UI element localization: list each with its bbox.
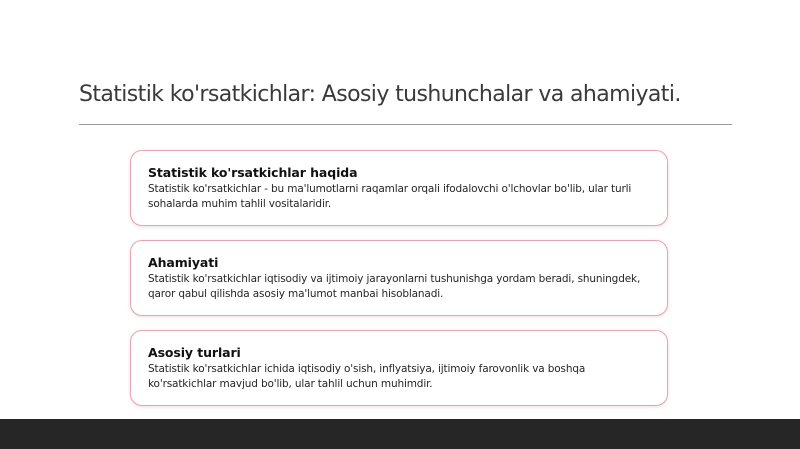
card-text: Statistik ko'rsatkichlar ichida iqtisodiy o'sish, inflyatsiya, ijtimoiy farovonlik va boshqa ko'rsatkichlar mavjud bo'lib, ular tahlil uchun muhimdir. <box>148 363 586 390</box>
card-text: Statistik ko'rsatkichlar iqtisodiy va ijtimoiy jarayonlarni tushunishga yordam beradi, shuningdek, qaror qabul qilishda asosiy ma'lumot manbai hisoblanadi. <box>148 273 641 300</box>
info-card-about <box>130 150 668 226</box>
card-heading: Statistik ko'rsatkichlar haqida <box>148 165 358 180</box>
info-card-importance <box>130 240 668 316</box>
info-card-types <box>130 330 668 406</box>
card-text: Statistik ko'rsatkichlar - bu ma'lumotlarni raqamlar orqali ifodalovchi o'lchovlar bo'lib, ular turli sohalarda muhim tahlil vositalaridir. <box>148 183 632 210</box>
title-divider <box>79 124 732 125</box>
card-heading: Ahamiyati <box>148 255 219 270</box>
slide-title: Statistik ko'rsatkichlar: Asosiy tushunchalar va ahamiyati. <box>79 82 681 107</box>
card-heading: Asosiy turlari <box>148 345 241 360</box>
bottom-bar <box>0 419 800 449</box>
